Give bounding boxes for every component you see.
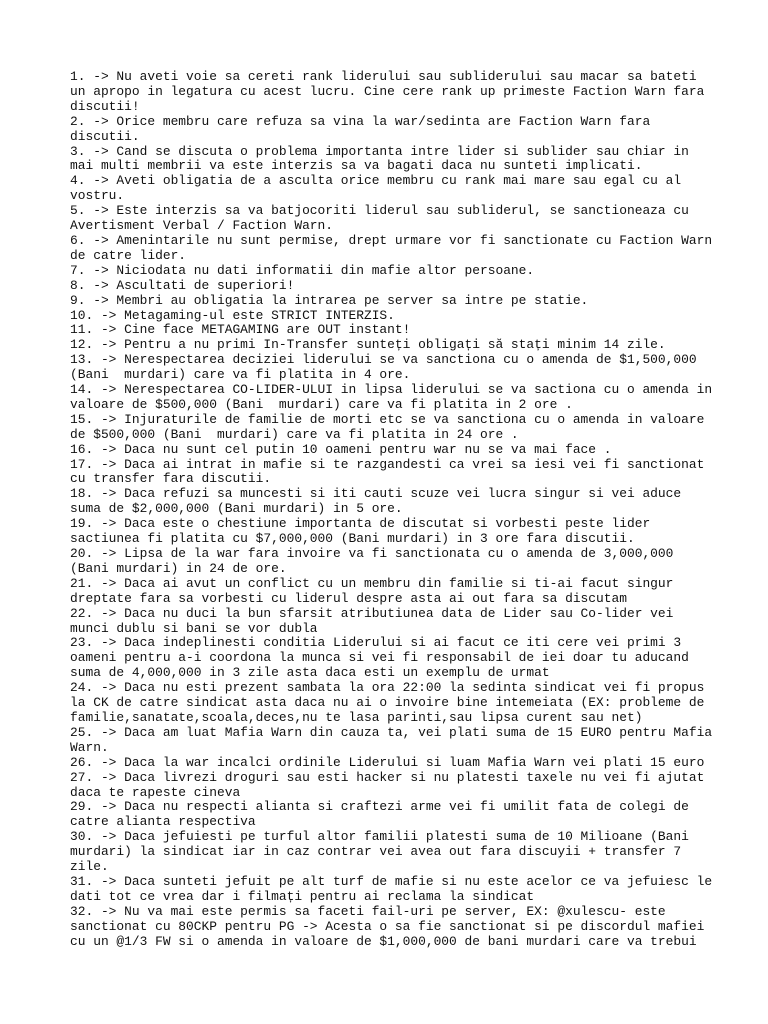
document-text-line: 21. -> Daca ai avut un conflict cu un membru din familie si ti-ai facut singur: [70, 575, 674, 591]
document-text-line: 31. -> Daca sunteti jefuit pe alt turf de mafie si nu este acelor ce va jefuiesc le: [70, 873, 713, 889]
document-text-line: 13. -> Nerespectarea deciziei liderului se va sanctiona cu o amenda de $1,500,000: [70, 352, 697, 368]
document-text-line: suma de $2,000,000 (Bani murdari) in 5 ore.: [70, 501, 403, 517]
document-text-line: 18. -> Daca refuzi sa muncesti si iti cauti scuze vei lucra singur si vei aduce: [70, 486, 682, 502]
document-text-line: cu transfer fara discutii.: [70, 471, 272, 487]
document-text-line: 1. -> Nu aveti voie sa cereti rank liderului sau subliderului sau macar sa bateti: [70, 69, 697, 84]
document-text-line: 3. -> Cand se discuta o problema importanta intre lider si sublider sau chiar in: [70, 143, 689, 159]
document-text-line: sanctionat cu 80CKP pentru PG -> Acesta o sa fie sanctionat si pe discordul mafiei: [70, 918, 705, 934]
document-text-line: murdari) la sindicat iar in caz contrar vei avea out fara discuyii + transfer 7: [70, 844, 682, 860]
document-text-line: 10. -> Metagaming-ul este STRICT INTERZIS.: [70, 307, 395, 323]
document-text-line: de $500,000 (Bani murdari) care va fi platita in 24 ore .: [70, 426, 519, 442]
document-text-line: (Bani murdari) in 24 de ore.: [70, 560, 287, 576]
document-text-line: discutii.: [70, 128, 140, 144]
document-text-line: sactiunea fi platita cu $7,000,000 (Bani murdari) in 3 ore fara discutii.: [70, 531, 635, 547]
document-text-line: 16. -> Daca nu sunt cel putin 10 oameni pentru war nu se va mai face .: [70, 441, 612, 457]
document-text-line: la CK de catre sindicat asta daca nu ai o invoire bine intemeiata (EX: probleme de: [70, 695, 705, 711]
document-text-line: 14. -> Nerespectarea CO-LIDER-ULUI in lipsa liderului se va sactiona cu o amenda in: [70, 382, 713, 398]
document-text-line: suma de 4,000,000 in 3 zile asta daca esti un exemplu de urmat: [70, 665, 550, 681]
document-text-line: 32. -> Nu va mai este permis sa faceti fail-uri pe server, EX: @xulescu- este: [70, 903, 666, 919]
document-text-line: 19. -> Daca este o chestiune importanta de discutat si vorbesti peste lider: [70, 516, 651, 532]
document-text-line: 30. -> Daca jefuiesti pe turful altor familii platesti suma de 10 Milioane (Bani: [70, 829, 689, 845]
document-text-line: 27. -> Daca livrezi droguri sau esti hacker si nu platesti taxele nu vei fi ajutat: [70, 769, 705, 785]
document-text-line: daca te rapeste cineva: [70, 784, 241, 800]
document-text-line: 12. -> Pentru a nu primi In-Transfer sunteți obligați să stați minim 14 zile.: [70, 337, 666, 353]
document-text-line: vostru.: [70, 188, 125, 204]
document-text-line: munci dublu si bani se vor dubla: [70, 620, 318, 636]
document-text-line: Avertisment Verbal / Faction Warn.: [70, 218, 334, 234]
document-text-line: 15. -> Injuraturile de familie de morti etc se va sanctiona cu o amenda in valoare: [70, 411, 705, 427]
document-text-line: dati tot ce vrea dar i filmați pentru ai reclama la sindicat: [70, 888, 535, 904]
document-text-line: 26. -> Daca la war incalci ordinile Liderului si luam Mafia Warn vei plati 15 euro: [70, 754, 705, 770]
document-text-line: 8. -> Ascultati de superiori!: [70, 277, 295, 293]
document-text-line: (Bani murdari) care va fi platita in 4 ore.: [70, 367, 411, 383]
document-text-line: discutii!: [70, 98, 140, 114]
document-text-line: un apropo in legatura cu acest lucru. Cine cere rank up primeste Faction Warn fara: [70, 83, 705, 99]
document-text-line: 11. -> Cine face METAGAMING are OUT instant!: [70, 322, 411, 338]
document-text-line: 9. -> Membri au obligatia la intrarea pe server sa intre pe statie.: [70, 292, 589, 308]
document-text-line: 7. -> Niciodata nu dati informatii din mafie altor persoane.: [70, 262, 535, 278]
document-text-line: 2. -> Orice membru care refuza sa vina la war/sedinta are Faction Warn fara: [70, 113, 651, 129]
document-page: [70, 69, 713, 949]
document-text-line: oameni pentru a-i coordona la munca si vei fi responsabil de iei doar tu aducand: [70, 650, 689, 666]
document-text-line: 29. -> Daca nu respecti alianta si craftezi arme vei fi umilit fata de colegi de: [70, 799, 689, 815]
document-text-line: 17. -> Daca ai intrat in mafie si te razgandesti ca vrei sa iesi vei fi sanctionat: [70, 456, 705, 472]
document-text-line: 5. -> Este interzis sa va batjocoriti liderul sau subliderul, se sanctioneaza cu: [70, 203, 689, 219]
document-text-line: zile.: [70, 859, 109, 875]
document-text-line: 20. -> Lipsa de la war fara invoire va fi sanctionata cu o amenda de 3,000,000: [70, 546, 674, 561]
document-text-line: de catre lider.: [70, 247, 187, 263]
document-text-line: catre alianta respectiva: [70, 814, 256, 830]
document-text-line: valoare de $500,000 (Bani murdari) care va fi platita in 2 ore .: [70, 396, 573, 412]
document-text-line: 22. -> Daca nu duci la bun sfarsit atributiunea data de Lider sau Co-lider vei: [70, 605, 674, 621]
document-text-line: 6. -> Amenintarile nu sunt permise, drept urmare vor fi sanctionate cu Faction Warn: [70, 232, 713, 248]
document-text-line: dreptate fara sa vorbesti cu liderul despre asta ai out fara sa discutam: [70, 590, 627, 606]
document-text-line: 24. -> Daca nu esti prezent sambata la ora 22:00 la sedinta sindicat vei fi propus: [70, 680, 705, 696]
document-text-line: cu un @1/3 FW si o amenda in valoare de $1,000,000 de bani murdari care va trebui: [70, 933, 697, 949]
document-text-line: 25. -> Daca am luat Mafia Warn din cauza ta, vei plati suma de 15 EURO pentru Mafia: [70, 724, 713, 740]
document-text-line: 23. -> Daca indeplinesti conditia Liderului si ai facut ce iti cere vei primi 3: [70, 635, 682, 651]
document-text-line: mai multi membrii va este interzis sa va bagati daca nu sunteti implicati.: [70, 158, 643, 174]
document-text-line: familie,sanatate,scoala,deces,nu te lasa parinti,sau lipsa curent sau net): [70, 709, 643, 725]
document-text-line: Warn.: [70, 739, 109, 755]
document-text-line: 4. -> Aveti obligatia de a asculta orice membru cu rank mai mare sau egal cu al: [70, 173, 682, 189]
